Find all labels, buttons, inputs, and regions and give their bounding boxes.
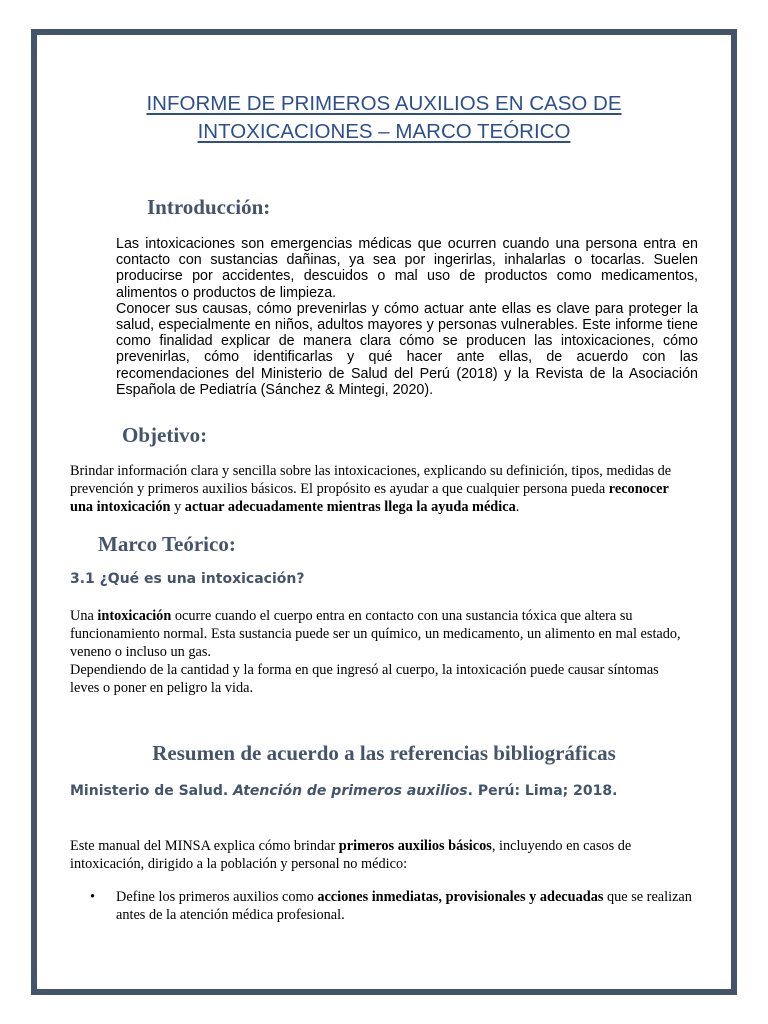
resumen-text-b: , incluyendo en casos de intoxicación, dirigido a la población y personal no médico: bbox=[70, 838, 632, 872]
objetivo-paragraph bbox=[70, 462, 690, 516]
bullet-text-a: Define los primeros auxilios como bbox=[116, 889, 318, 905]
title-line-1: INFORME DE PRIMEROS AUXILIOS EN CASO DE bbox=[146, 92, 622, 115]
resumen-paragraph bbox=[70, 837, 690, 873]
heading-marco-teorico: Marco Teórico: bbox=[98, 532, 236, 556]
objetivo-text-a: Brindar información clara y sencilla sobre las intoxicaciones, explicando su definición, tipos, medidas de prevención y primeros auxilios básicos. El propósito es ayudar a que cualquier persona pueda bbox=[70, 463, 672, 497]
introduccion-text bbox=[116, 236, 698, 398]
resumen-bold: primeros auxilios básicos bbox=[338, 838, 492, 854]
introduccion-paragraph-1: Las intoxicaciones son emergencias médicas que ocurren cuando una persona entra en contacto con sustancias dañinas, ya sea por ingerirlas, inhalarlas o tocarlas. Suelen producirse por accidentes, descuidos o mal uso de productos como medicamentos, alimentos o productos de limpieza. bbox=[116, 236, 698, 301]
subheading-que-es-intoxicacion: 3.1 ¿Qué es una intoxicación? bbox=[70, 571, 305, 587]
objetivo-text-b: y bbox=[170, 499, 185, 515]
objetivo-bold-1: reconocer una intoxicación bbox=[70, 481, 669, 515]
objetivo-bold-2: actuar adecuadamente mientras llega la ayuda médica bbox=[184, 499, 516, 515]
marco-p1-text-b: ocurre cuando el cuerpo entra en contacto con una sustancia tóxica que altera su funcionamiento normal. Esta sustancia puede ser un químico, un medicamento, un alimento en mal estado, veneno o incluso un gas. bbox=[70, 608, 681, 660]
introduccion-paragraph-2: Conocer sus causas, cómo prevenirlas y cómo actuar ante ellas es clave para proteger la salud, especialmente en niños, adultos mayores y personas vulnerables. Este informe tiene como finalidad explicar de manera clara cómo se producen las intoxicaciones, cómo prevenirlas, cómo identificarlas y qué hacer ante ellas, de acuerdo con las recomendaciones del Ministerio de Salud del Perú (2018) y la Revista de la Asociación Española de Pediatría (Sánchez & Mintegi, 2020). bbox=[116, 300, 698, 398]
marco-paragraphs bbox=[70, 607, 690, 697]
reference-minsa bbox=[70, 783, 710, 799]
objetivo-text-c: . bbox=[515, 499, 520, 515]
title-line-2: INTOXICACIONES – MARCO TEÓRICO bbox=[197, 120, 571, 143]
marco-p1-text-a: Una bbox=[70, 608, 98, 624]
bullet-marker: • bbox=[90, 889, 96, 905]
ref-text-a: Ministerio de Salud. bbox=[70, 783, 234, 799]
heading-introduccion: Introducción: bbox=[147, 195, 271, 219]
document-title bbox=[60, 90, 708, 146]
marco-paragraph-2: Dependiendo de la cantidad y la forma en que ingresó al cuerpo, la intoxicación puede causar síntomas leves o poner en peligro la vida. bbox=[70, 662, 659, 696]
resumen-bullet-list bbox=[90, 888, 700, 924]
bullet-bold: acciones inmediatas, provisionales y adecuadas bbox=[317, 889, 604, 905]
ref-italic-title: Atención de primeros auxilios bbox=[233, 783, 468, 799]
heading-objetivo: Objetivo: bbox=[122, 423, 208, 447]
marco-paragraph-1 bbox=[70, 607, 690, 661]
list-item bbox=[90, 888, 700, 924]
heading-resumen: Resumen de acuerdo a las referencias bibliográficas bbox=[152, 741, 616, 765]
bullet-text-b: que se realizan antes de la atención médica profesional. bbox=[116, 889, 692, 923]
ref-text-b: . Perú: Lima; 2018. bbox=[467, 783, 618, 799]
marco-p1-bold: intoxicación bbox=[97, 608, 172, 624]
resumen-text-a: Este manual del MINSA explica cómo brindar bbox=[70, 838, 339, 854]
